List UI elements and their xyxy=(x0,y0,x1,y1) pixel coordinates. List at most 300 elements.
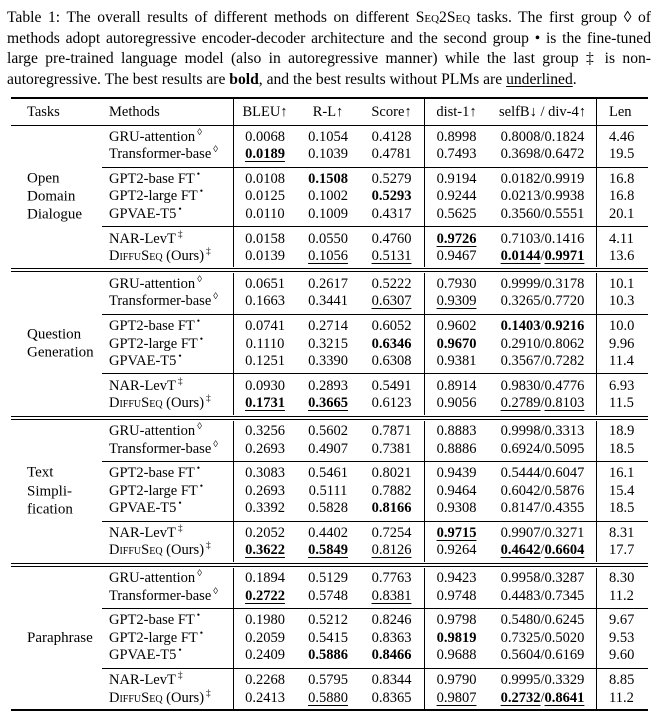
bleu-value-text: 0.3392 xyxy=(245,500,285,517)
dist1-value xyxy=(424,206,489,223)
dist1-value-text: 0.9602 xyxy=(436,317,477,334)
dist1-value xyxy=(424,231,489,248)
bleu-value xyxy=(233,612,297,629)
bullet-icon: • xyxy=(178,352,182,363)
method-text: Transformer-base xyxy=(109,293,212,310)
bleu-value xyxy=(233,441,297,458)
rl-value-text: 0.1054 xyxy=(308,128,348,145)
dist1-value-text: 0.7493 xyxy=(436,146,477,163)
div4-text: 0.9971 xyxy=(544,248,585,265)
dist1-value-text: 0.9264 xyxy=(436,542,477,559)
score-value xyxy=(359,465,424,482)
rl-value xyxy=(297,353,359,370)
bleu-value xyxy=(233,690,297,707)
table-row xyxy=(11,230,648,248)
method-text: GPT2-large FT xyxy=(109,188,198,205)
score-value-text: 0.8021 xyxy=(371,465,412,482)
dist1-value xyxy=(424,129,489,146)
table-row xyxy=(11,630,648,648)
method-name xyxy=(101,612,233,629)
ddagger-icon: ‡ xyxy=(177,523,183,534)
len-text: 9.67 xyxy=(609,612,635,629)
selfb-div4-value xyxy=(489,588,596,605)
slash-separator: / xyxy=(540,612,545,629)
column-rule xyxy=(596,99,597,125)
len-value xyxy=(596,206,648,223)
slash-separator: / xyxy=(540,395,545,412)
len-value xyxy=(596,248,648,265)
column-rule xyxy=(233,421,234,562)
rl-value xyxy=(297,248,359,265)
dist1-value-text: 0.8883 xyxy=(436,422,477,439)
rl-value xyxy=(297,276,359,293)
diamond-icon: ◊ xyxy=(197,421,202,432)
bleu-value xyxy=(233,647,297,664)
method-name xyxy=(101,378,233,395)
rl-value xyxy=(297,231,359,248)
dist1-value-text: 0.8998 xyxy=(436,128,477,145)
table-row xyxy=(11,146,648,164)
score-value xyxy=(359,612,424,629)
method-text: GPT2-base FT xyxy=(109,317,195,334)
rl-value-text: 0.5461 xyxy=(308,465,348,482)
selfb-div4-value xyxy=(489,206,596,223)
selfb-text: 0.3265 xyxy=(500,293,541,310)
caption-text: tasks. The first group xyxy=(470,9,624,26)
selfb-text: 0.6924 xyxy=(500,440,541,457)
len-value xyxy=(596,231,648,248)
div4-text: 0.3329 xyxy=(544,672,585,689)
rl-value-text: 0.5849 xyxy=(308,542,348,559)
bleu-value xyxy=(233,672,297,689)
method-name xyxy=(101,588,233,605)
div4-text: 0.7282 xyxy=(544,353,585,370)
selfb-div4-value xyxy=(489,146,596,163)
bleu-value xyxy=(233,231,297,248)
group-separator-rule xyxy=(102,521,648,522)
len-text: 10.0 xyxy=(609,317,635,334)
diamond-icon: ◊ xyxy=(213,292,218,303)
column-rule xyxy=(596,568,597,709)
rl-value xyxy=(297,378,359,395)
bullet-icon: • xyxy=(196,464,201,475)
method-text: GPT2-large FT xyxy=(109,629,198,646)
len-value xyxy=(596,690,648,707)
dist1-value-text: 0.9670 xyxy=(436,335,477,352)
len-text: 15.4 xyxy=(609,482,635,499)
len-text: 16.8 xyxy=(609,188,635,205)
selfb-text: 0.9830 xyxy=(500,377,541,394)
method-name xyxy=(101,690,233,707)
score-value xyxy=(359,647,424,664)
div4-text: 0.9919 xyxy=(544,170,585,187)
method-text: (Ours) xyxy=(162,248,205,265)
selfb-div4-value xyxy=(489,570,596,587)
slash-separator: / xyxy=(540,146,545,163)
score-value-text: 0.8466 xyxy=(371,647,412,664)
bleu-value xyxy=(233,206,297,223)
table-row xyxy=(11,171,648,189)
selfb-text: 0.5444 xyxy=(500,465,541,482)
rl-value-text: 0.5828 xyxy=(308,500,348,517)
rl-value-text: 0.3390 xyxy=(308,353,348,370)
dist1-value xyxy=(424,647,489,664)
score-value-text: 0.8365 xyxy=(371,689,412,706)
dist1-value xyxy=(424,395,489,412)
selfb-text: 0.5480 xyxy=(500,612,541,629)
div4-text: 0.8062 xyxy=(544,335,585,352)
selfb-div4-value xyxy=(489,318,596,335)
bleu-value xyxy=(233,588,297,605)
header-cell-selfb-div4: selfB↓ / div-4↑ xyxy=(499,103,586,120)
div4-text: 0.6604 xyxy=(544,542,585,559)
method-text: NAR-LevT xyxy=(109,377,176,394)
rl-value xyxy=(297,318,359,335)
bleu-value-text: 0.0651 xyxy=(245,275,285,292)
score-value-text: 0.7763 xyxy=(371,570,412,587)
selfb-text: 0.4642 xyxy=(500,542,541,559)
table-header-row xyxy=(11,99,648,125)
column-rule xyxy=(424,126,425,267)
diamond-icon: ◊ xyxy=(213,586,218,597)
rl-value-text: 0.5111 xyxy=(308,482,348,499)
dist1-value xyxy=(424,483,489,500)
score-value-text: 0.5293 xyxy=(371,188,412,205)
rl-value xyxy=(297,171,359,188)
table-bottom-rule xyxy=(11,709,648,711)
dist1-value xyxy=(424,525,489,542)
rl-value-text: 0.1002 xyxy=(308,188,348,205)
div4-text: 0.3178 xyxy=(544,275,585,292)
method-name xyxy=(101,525,233,542)
selfb-text: 0.3567 xyxy=(500,353,541,370)
len-text: 9.60 xyxy=(609,647,635,664)
method-name xyxy=(101,483,233,500)
len-text: 16.8 xyxy=(609,170,635,187)
rl-value-text: 0.1009 xyxy=(308,205,348,222)
method-name xyxy=(101,423,233,440)
bleu-value xyxy=(233,336,297,353)
slash-separator: / xyxy=(540,205,545,222)
rl-value-text: 0.5748 xyxy=(308,587,348,604)
ddagger-icon: ‡ xyxy=(206,541,211,552)
table-row xyxy=(11,318,648,336)
ddagger-icon: ‡ xyxy=(206,394,211,405)
method-name xyxy=(101,441,233,458)
score-value-text: 0.8166 xyxy=(371,500,412,517)
bleu-value xyxy=(233,129,297,146)
group-separator-rule xyxy=(102,226,648,227)
rl-value-text: 0.3441 xyxy=(308,293,348,310)
rl-value-text: 0.1056 xyxy=(308,248,348,265)
method-text: GPT2-large FT xyxy=(109,482,198,499)
selfb-div4-value xyxy=(489,171,596,188)
table-row xyxy=(11,500,648,518)
paper-page xyxy=(0,8,659,725)
method-text: GPVAE-T5 xyxy=(109,205,177,222)
selfb-text: 0.9907 xyxy=(500,524,541,541)
len-value xyxy=(596,483,648,500)
caption-text: Table 1: The overall results of different methods on different xyxy=(7,9,416,26)
score-value xyxy=(359,129,424,146)
selfb-text: 0.9999 xyxy=(500,275,541,292)
diamond-icon: ◊ xyxy=(213,439,218,450)
ddagger-icon: ‡ xyxy=(177,229,183,240)
rl-value xyxy=(297,395,359,412)
task-label-line: fication xyxy=(27,501,73,518)
bleu-value-text: 0.1251 xyxy=(245,353,285,370)
table-row xyxy=(11,188,648,206)
bleu-value-text: 0.0139 xyxy=(245,248,285,265)
selfb-div4-value xyxy=(489,465,596,482)
selfb-text: 0.3560 xyxy=(500,205,541,222)
method-name xyxy=(101,276,233,293)
bleu-value xyxy=(233,500,297,517)
method-name xyxy=(101,336,233,353)
rl-value-text: 0.2714 xyxy=(308,317,348,334)
ddagger-icon: ‡ xyxy=(206,247,211,258)
slash-separator: / xyxy=(540,587,545,604)
len-text: 20.1 xyxy=(609,205,635,222)
score-value-text: 0.7882 xyxy=(371,482,412,499)
score-value xyxy=(359,483,424,500)
dist1-value-text: 0.9798 xyxy=(436,612,477,629)
selfb-text: 0.4483 xyxy=(500,587,541,604)
dist1-value xyxy=(424,570,489,587)
bleu-value-text: 0.0125 xyxy=(245,188,285,205)
section-separator-rule xyxy=(11,416,648,420)
slash-separator: / xyxy=(540,465,545,482)
task-label xyxy=(27,629,93,647)
dist1-value-text: 0.9439 xyxy=(436,465,477,482)
group-separator-rule xyxy=(102,461,648,462)
selfb-text: 0.2910 xyxy=(500,335,541,352)
score-value xyxy=(359,630,424,647)
slash-separator: / xyxy=(540,335,545,352)
bleu-value-text: 0.2059 xyxy=(245,629,285,646)
method-text: GPVAE-T5 xyxy=(109,647,177,664)
header-cell-score: Score↑ xyxy=(371,103,412,120)
score-value-text: 0.5491 xyxy=(371,377,412,394)
group-separator-rule xyxy=(102,668,648,669)
bleu-value-text: 0.2693 xyxy=(245,482,285,499)
dist1-value-text: 0.9308 xyxy=(436,500,477,517)
method-text: GPT2-base FT xyxy=(109,612,195,629)
method-text: GRU-attention xyxy=(109,570,196,587)
len-text: 18.5 xyxy=(609,440,635,457)
slash-separator: / xyxy=(540,482,545,499)
selfb-div4-value xyxy=(489,129,596,146)
rl-value xyxy=(297,483,359,500)
dist1-value-text: 0.9819 xyxy=(436,629,477,646)
selfb-text: 0.6042 xyxy=(500,482,541,499)
table-row xyxy=(11,570,648,588)
column-rule xyxy=(424,273,425,414)
rl-value xyxy=(297,690,359,707)
len-value xyxy=(596,276,648,293)
slash-separator: / xyxy=(540,422,545,439)
rl-value xyxy=(297,336,359,353)
len-text: 8.30 xyxy=(609,570,635,587)
dist1-value xyxy=(424,293,489,310)
bleu-value-text: 0.3083 xyxy=(245,465,285,482)
div4-text: 0.4776 xyxy=(544,377,585,394)
selfb-text: 0.9998 xyxy=(500,422,541,439)
rl-value xyxy=(297,465,359,482)
column-rule xyxy=(233,273,234,414)
method-text: GRU-attention xyxy=(109,275,196,292)
bleu-value xyxy=(233,395,297,412)
ddagger-icon: ‡ xyxy=(177,671,183,682)
caption-text: , and the best results without PLMs are xyxy=(258,70,507,88)
bleu-value xyxy=(233,483,297,500)
dist1-value xyxy=(424,690,489,707)
bleu-value-text: 0.1980 xyxy=(245,612,285,629)
div4-text: 0.6245 xyxy=(544,612,585,629)
header-cell-rl: R-L↑ xyxy=(312,103,344,120)
rl-value xyxy=(297,588,359,605)
len-value xyxy=(596,395,648,412)
slash-separator: / xyxy=(540,500,545,517)
method-text: GRU-attention xyxy=(109,128,196,145)
score-value xyxy=(359,293,424,310)
bleu-value xyxy=(233,318,297,335)
len-text: 19.5 xyxy=(609,146,635,163)
rl-value-text: 0.5602 xyxy=(308,422,348,439)
bleu-value-text: 0.0110 xyxy=(245,205,285,222)
bullet-icon: • xyxy=(178,499,182,510)
dist1-value-text: 0.9807 xyxy=(436,689,477,706)
dist1-value-text: 0.5625 xyxy=(436,205,477,222)
rl-value-text: 0.2893 xyxy=(308,377,348,394)
len-text: 6.93 xyxy=(609,377,635,394)
dist1-value xyxy=(424,336,489,353)
selfb-text: 0.1403 xyxy=(500,317,541,334)
bleu-value xyxy=(233,171,297,188)
rl-value-text: 0.5795 xyxy=(308,672,348,689)
score-value-text: 0.6346 xyxy=(371,335,412,352)
slash-separator: / xyxy=(540,570,545,587)
slash-separator: / xyxy=(540,230,545,247)
dist1-value-text: 0.8886 xyxy=(436,440,477,457)
diamond-icon: ◊ xyxy=(197,274,202,285)
bullet-icon: • xyxy=(196,611,201,622)
selfb-div4-value xyxy=(489,336,596,353)
dist1-value xyxy=(424,423,489,440)
method-name xyxy=(101,188,233,205)
results-table xyxy=(11,97,648,711)
selfb-div4-value xyxy=(489,647,596,664)
len-text: 13.6 xyxy=(609,248,635,265)
caption-underlined-word: underlined xyxy=(506,70,573,88)
div4-text: 0.5551 xyxy=(544,205,585,222)
len-value xyxy=(596,570,648,587)
dist1-value xyxy=(424,588,489,605)
score-value xyxy=(359,672,424,689)
selfb-div4-value xyxy=(489,441,596,458)
method-text: Transformer-base xyxy=(109,440,212,457)
slash-separator: / xyxy=(540,689,545,706)
len-value xyxy=(596,129,648,146)
selfb-text: 0.7325 xyxy=(500,629,541,646)
score-value xyxy=(359,318,424,335)
column-rule xyxy=(596,421,597,562)
bleu-value xyxy=(233,188,297,205)
div4-text: 0.3313 xyxy=(544,422,585,439)
bleu-value-text: 0.2722 xyxy=(245,587,285,604)
len-text: 11.4 xyxy=(609,353,634,370)
header-cell-bleu: BLEU↑ xyxy=(242,103,288,120)
selfb-div4-value xyxy=(489,378,596,395)
selfb-div4-value xyxy=(489,423,596,440)
table-row xyxy=(11,647,648,665)
selfb-text: 0.9958 xyxy=(500,570,541,587)
task-section xyxy=(11,126,648,267)
rl-value-text: 0.5886 xyxy=(308,647,348,664)
bleu-value xyxy=(233,570,297,587)
rl-value-text: 0.4402 xyxy=(308,524,348,541)
len-text: 10.3 xyxy=(609,293,635,310)
selfb-div4-value xyxy=(489,500,596,517)
score-value-text: 0.7381 xyxy=(371,440,412,457)
bleu-value xyxy=(233,353,297,370)
bleu-value-text: 0.0930 xyxy=(245,377,285,394)
len-value xyxy=(596,588,648,605)
header-cell-methods: Methods xyxy=(109,103,160,120)
dist1-value xyxy=(424,188,489,205)
bleu-value xyxy=(233,378,297,395)
score-value-text: 0.8246 xyxy=(371,612,412,629)
diamond-icon: ◊ xyxy=(197,127,202,138)
dist1-value-text: 0.9467 xyxy=(436,248,477,265)
table-row xyxy=(11,689,648,707)
selfb-div4-value xyxy=(489,231,596,248)
slash-separator: / xyxy=(540,524,545,541)
dist1-value xyxy=(424,353,489,370)
score-value xyxy=(359,146,424,163)
score-value-text: 0.6052 xyxy=(371,317,412,334)
method-smallcaps: DiffuSeq xyxy=(109,248,163,265)
selfb-div4-value xyxy=(489,630,596,647)
score-value-text: 0.4760 xyxy=(371,230,412,247)
slash-separator: / xyxy=(540,647,545,664)
table-row xyxy=(11,587,648,605)
rl-value xyxy=(297,423,359,440)
div4-text: 0.1416 xyxy=(544,230,585,247)
selfb-div4-value xyxy=(489,188,596,205)
slash-separator: / xyxy=(540,317,545,334)
len-value xyxy=(596,353,648,370)
selfb-text: 0.2789 xyxy=(500,395,541,412)
len-value xyxy=(596,630,648,647)
len-value xyxy=(596,525,648,542)
dist1-value xyxy=(424,318,489,335)
len-text: 17.7 xyxy=(609,542,635,559)
selfb-text: 0.7103 xyxy=(500,230,541,247)
len-text: 18.5 xyxy=(609,500,635,517)
len-value xyxy=(596,672,648,689)
bleu-value-text: 0.0189 xyxy=(245,146,285,163)
selfb-div4-value xyxy=(489,612,596,629)
len-value xyxy=(596,188,648,205)
selfb-div4-value xyxy=(489,293,596,310)
slash-separator: / xyxy=(540,275,545,292)
dist1-value-text: 0.9194 xyxy=(436,170,477,187)
score-value xyxy=(359,248,424,265)
rl-value-text: 0.5415 xyxy=(308,629,348,646)
table-row xyxy=(11,293,648,311)
len-text: 4.46 xyxy=(609,128,635,145)
